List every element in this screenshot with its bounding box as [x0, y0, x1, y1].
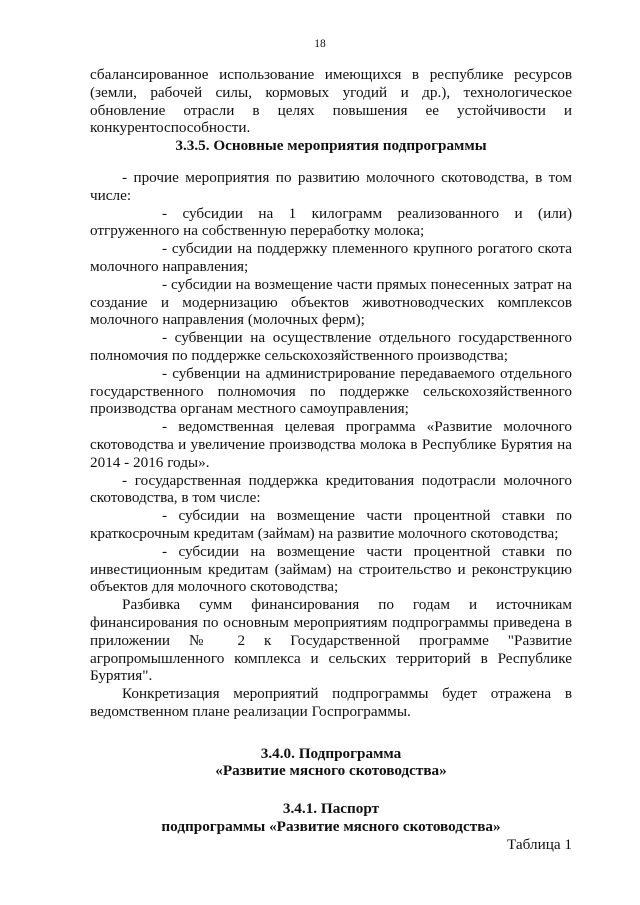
section-heading-3-4-1: 3.4.1. Паспорт — [282, 800, 380, 818]
section-subtitle-3-4-1: подпрограммы «Развитие мясного скотоводства» — [161, 818, 501, 836]
measure-item: - ведомственная целевая программа «Развитие молочного скотоводства и увеличение производства молока в Республике Бурятия на 2014 - 2016 годы». — [90, 418, 572, 471]
section-subtitle-3-4-0: «Развитие мясного скотоводства» — [215, 762, 447, 780]
measure-item: - субсидии на поддержку племенного крупного рогатого скота молочного направления; — [90, 240, 572, 275]
measure-item: - субвенции на осуществление отдельного государственного полномочия по поддержке сельскохозяйственного производства; — [90, 329, 572, 364]
measure-item: - субсидии на возмещение части прямых понесенных затрат на создание и модернизацию объектов животноводческих комплексов молочного направления (молочных ферм); — [90, 275, 572, 329]
measure-item: - государственная поддержка кредитования подотрасли молочного скотоводства, в том числе: — [90, 471, 572, 507]
measure-item: - субсидии на возмещение части процентной ставки по инвестиционным кредитам (займам) на строительство и реконструкцию объектов для молочного скотоводства; — [90, 542, 572, 596]
section-heading-3-4-0: 3.4.0. Подпрограмма — [260, 744, 402, 762]
measure-item: - субсидии на возмещение части процентной ставки по краткосрочным кредитам (займам) на развитие молочного скотоводства; — [90, 507, 572, 542]
measure-item: - субсидии на 1 килограмм реализованного и (или) отгруженного на собственную переработку молока; — [90, 204, 572, 240]
measure-item: - субвенции на администрирование передаваемого отдельного государственного полномочия по поддержке сельскохозяйственного производства органам местного самоуправления; — [90, 364, 572, 418]
concretization-paragraph: Конкретизация мероприятий подпрограммы будет отражена в ведомственном плане реализации Госпрограммы. — [90, 685, 572, 720]
page-number: 18 — [314, 38, 326, 50]
document-body — [90, 66, 572, 854]
section-heading-3-3-5: 3.3.5. Основные мероприятия подпрограммы — [175, 137, 487, 155]
measure-item: - прочие мероприятия по развитию молочного скотоводства, в том числе: — [90, 168, 572, 204]
financing-paragraph: Разбивка сумм финансирования по годам и источникам финансирования по основным мероприятиям подпрограммы приведена в приложении № 2 к Государственной программе "Развитие агропромышленного комплекса и сельских территорий в Республике Бурятия". — [90, 596, 572, 685]
intro-paragraph: сбалансированное использование имеющихся в республике ресурсов (земли, рабочей силы, кормовых угодий и др.), технологическое обновление отрасли в целях повышения ее устойчивости и конкурентоспособности. — [90, 66, 572, 137]
table-label: Таблица 1 — [507, 835, 572, 853]
